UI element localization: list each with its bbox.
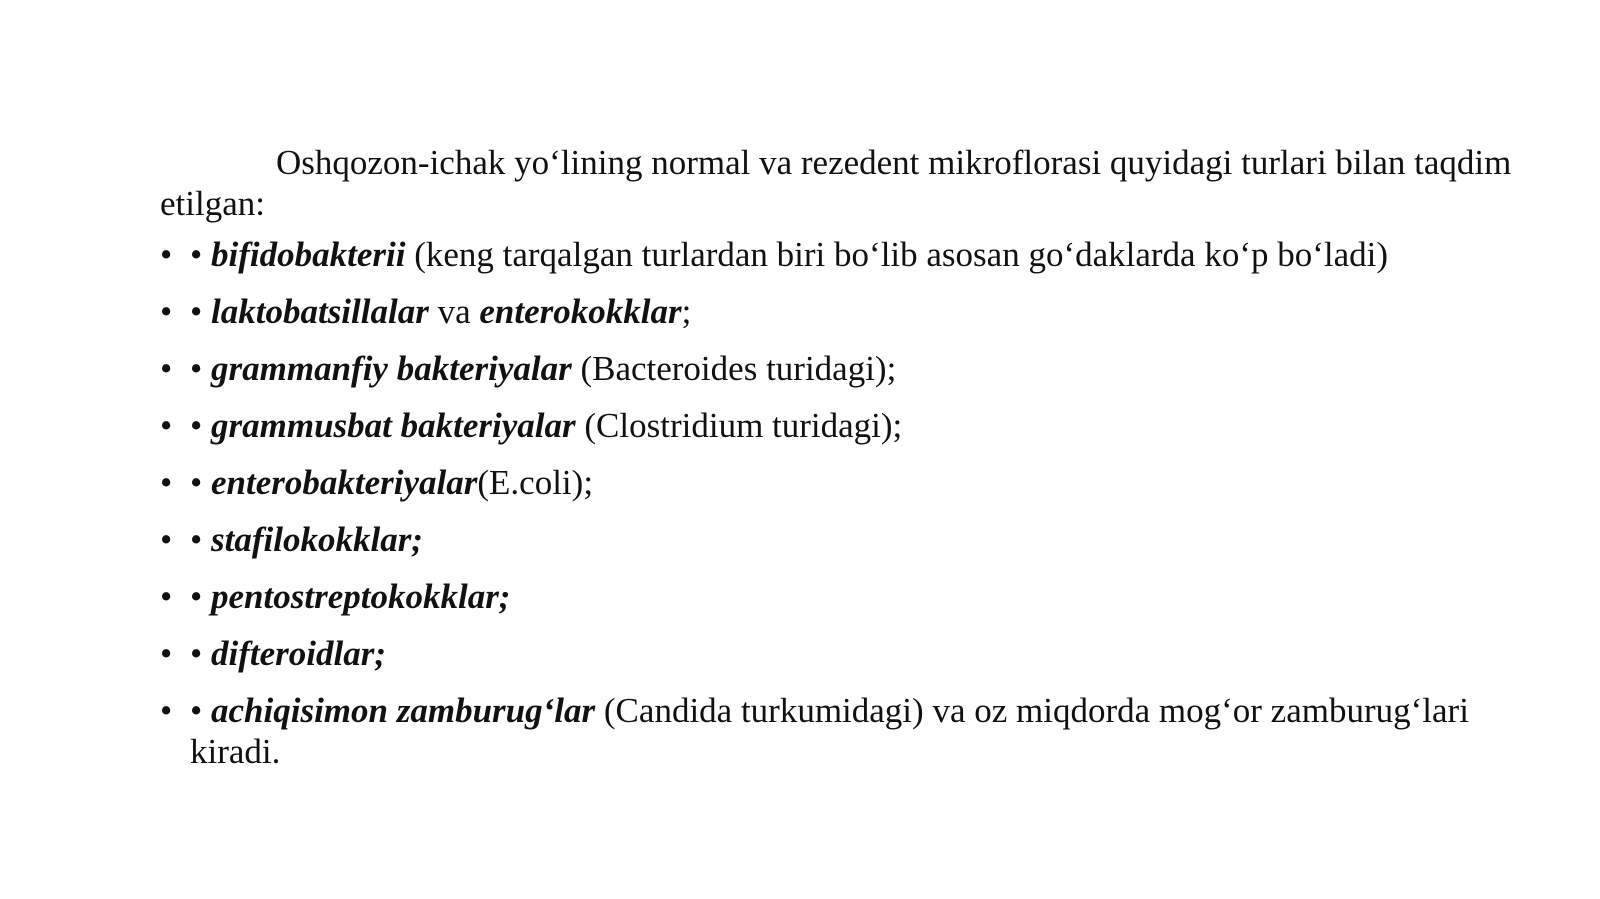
bullet-icon: • (160, 235, 173, 274)
bullet-icon: • (160, 463, 173, 502)
list-item (160, 519, 1520, 560)
bullet-icon: • (160, 634, 173, 673)
item-prefix: • (190, 235, 212, 274)
item-text: va (428, 292, 480, 331)
bullet-icon: • (160, 577, 173, 616)
item-term: grammusbat bakteriyalar (211, 406, 576, 445)
list-item (160, 291, 1520, 332)
item-prefix: • (190, 577, 212, 616)
bullet-list (160, 234, 1520, 772)
item-text: (E.coli); (477, 463, 594, 502)
list-item (160, 690, 1520, 772)
item-tail: ; (681, 292, 692, 331)
item-term: achiqisimon zamburug‘lar (211, 691, 596, 730)
item-term: enterobakteriyalar (211, 463, 478, 502)
item-prefix: • (190, 406, 212, 445)
list-item (160, 348, 1520, 389)
item-prefix: • (190, 520, 212, 559)
item-term: stafilokokklar; (211, 520, 423, 559)
list-item (160, 234, 1520, 275)
item-term: grammanfiy bakteriyalar (211, 349, 572, 388)
bullet-icon: • (160, 406, 173, 445)
item-prefix: • (190, 634, 212, 673)
list-item (160, 405, 1520, 446)
item-prefix: • (190, 349, 212, 388)
item-text: (Clostridium turidagi); (575, 406, 903, 445)
item-prefix: • (190, 691, 212, 730)
list-item (160, 633, 1520, 674)
bullet-icon: • (160, 349, 173, 388)
item-text: (keng tarqalgan turlardan biri bo‘lib asosan go‘daklarda ko‘p bo‘ladi) (405, 235, 1389, 274)
item-text: (Candida turkumidagi) va oz miqdorda mog‘or zamburug‘lari kiradi. (190, 691, 1469, 771)
item-prefix: • (190, 463, 212, 502)
item-term: pentostreptokokklar; (211, 577, 511, 616)
item-term: laktobatsillalar (211, 292, 429, 331)
bullet-icon: • (160, 520, 173, 559)
item-term: bifidobakterii (211, 235, 406, 274)
item-term-secondary: enterokokklar (479, 292, 682, 331)
list-item (160, 462, 1520, 503)
bullet-icon: • (160, 292, 173, 331)
item-term: difteroidlar; (211, 634, 386, 673)
bullet-icon: • (160, 691, 173, 730)
list-item (160, 576, 1520, 617)
slide-content (160, 142, 1520, 788)
item-prefix: • (190, 292, 212, 331)
item-text: (Bacteroides turidagi); (571, 349, 897, 388)
intro-paragraph: Oshqozon-ichak yo‘lining normal va rezedent mikroflorasi quyidagi turlari bilan taqdim etilgan: (160, 143, 1512, 223)
